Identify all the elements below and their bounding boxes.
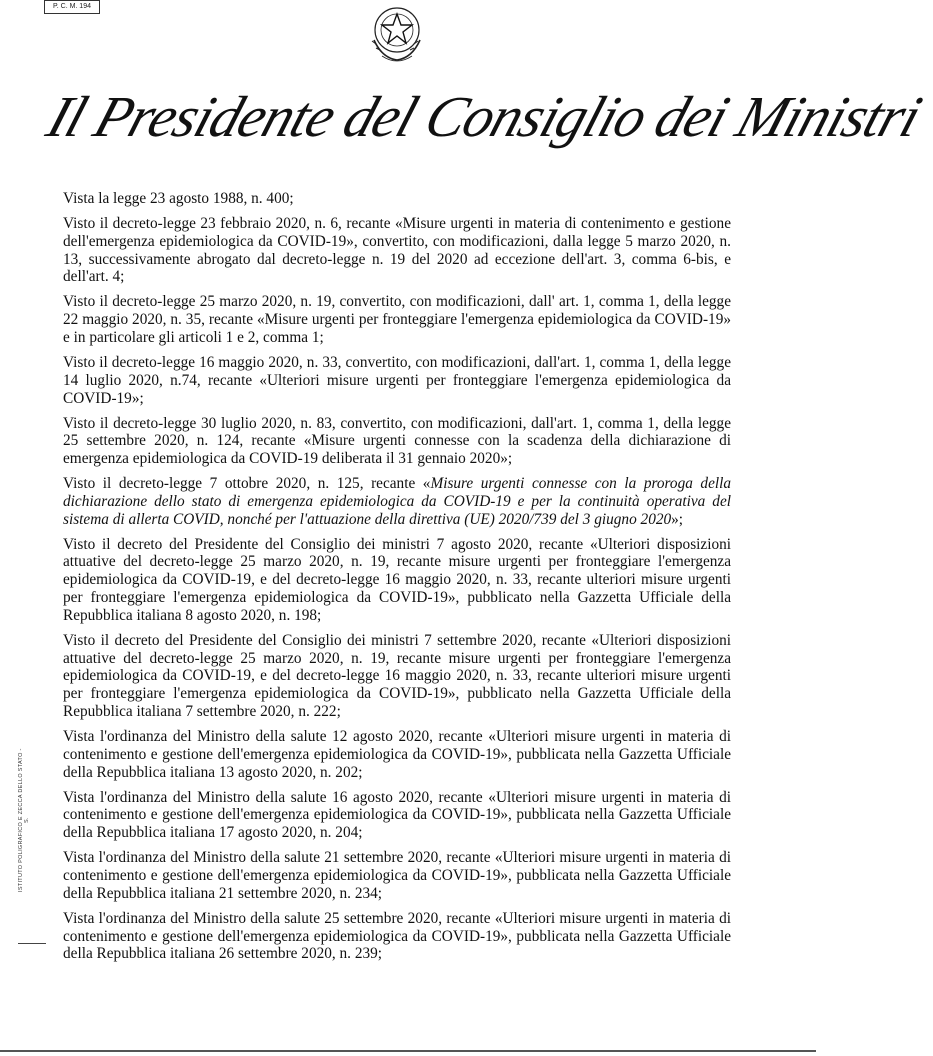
paragraph-4: Visto il decreto-legge 16 maggio 2020, n. 33, convertito, con modificazioni, dall'art. 1, comma 1, della legge 14 luglio 2020, n.74, recante «Ulteriori misure urgenti per fronteggiare l'emergenza epidemiologica da COVID-19»;: [63, 353, 731, 407]
paragraph-3: Visto il decreto-legge 25 marzo 2020, n. 19, convertito, con modificazioni, dall' art. 1, comma 1, della legge 22 maggio 2020, n. 35, recante «Misure urgenti per fronteggiare l'emergenza epidemiologica da COVID-19» e in particolare gli articoli 1 e 2, comma 1;: [63, 293, 731, 346]
paragraph-7: Visto il decreto del Presidente del Consiglio dei ministri 7 agosto 2020, recante «Ulteriori disposizioni attuative del decreto-legge 25 marzo 2020, n. 19, recante misure urgenti per fronteggiare l'emergenza epidemiologica da COVID-19, e del decreto-legge 16 maggio 2020, n. 33, recante ulteriori misure urgenti per fronteggiare l'emergenza epidemiologica da COVID-19», pubblicato nella Gazzetta Ufficiale della Repubblica italiana 8 agosto 2020, n. 198;: [63, 535, 731, 624]
paragraph-11: Vista l'ordinanza del Ministro della salute 21 settembre 2020, recante «Ulteriori misure urgenti in materia di contenimento e gestione dell'emergenza epidemiologica da COVID-19», pubblicata nella Gazzetta Ufficiale della Repubblica italiana 21 settembre 2020, n. 234;: [63, 849, 731, 902]
document-heading: Il Presidente del Consiglio dei Ministri: [39, 84, 929, 149]
printer-side-note: ISTITUTO POLIGRAFICO E ZECCA DELLO STATO - S.: [18, 748, 30, 892]
paragraph-6: [63, 475, 731, 528]
paragraph-2: Visto il decreto-legge 23 febbraio 2020, n. 6, recante «Misure urgenti in materia di contenimento e gestione dell'emergenza epidemiologica da COVID-19», convertito, con modificazioni, dalla legge 5 marzo 2020, n. 13, successivamente abrogato dal decreto-legge n. 19 del 2020 ad eccezione dell'art. 3, comma 6-bis, e dell'art. 4;: [63, 214, 731, 286]
bottom-rule: [0, 1050, 816, 1052]
paragraph-10: Vista l'ordinanza del Ministro della salute 16 agosto 2020, recante «Ulteriori misure urgenti in materia di contenimento e gestione dell'emergenza epidemiologica da COVID-19», pubblicata nella Gazzetta Ufficiale della Repubblica italiana 17 agosto 2020, n. 204;: [63, 788, 731, 842]
paragraph-6-suffix: »;: [671, 510, 684, 528]
paragraph-1: Vista la legge 23 agosto 1988, n. 400;: [63, 190, 294, 207]
paragraph-8: Visto il decreto del Presidente del Consiglio dei ministri 7 settembre 2020, recante «Ulteriori disposizioni attuative del decreto-legge 25 marzo 2020, n. 19, recante misure urgenti per fronteggiare l'emergenza epidemiologica da COVID-19, e del decreto-legge 16 maggio 2020, n. 33, recante ulteriori misure urgenti per fronteggiare l'emergenza epidemiologica da COVID-19», pubblicato nella Gazzetta Ufficiale della Repubblica italiana 7 settembre 2020, n. 222;: [63, 631, 731, 721]
paragraph-12: Vista l'ordinanza del Ministro della salute 25 settembre 2020, recante «Ulteriori misure urgenti in materia di contenimento e gestione dell'emergenza epidemiologica da COVID-19», pubblicata nella Gazzetta Ufficiale della Repubblica italiana 26 settembre 2020, n. 239;: [63, 909, 731, 963]
margin-mark: [18, 943, 46, 944]
paragraph-5: Visto il decreto-legge 30 luglio 2020, n. 83, convertito, con modificazioni, dall'art. 1, comma 1, della legge 25 settembre 2020, n. 124, recante «Misure urgenti connesse con la scadenza della dichiarazione di emergenza epidemiologica da COVID-19 deliberata il 31 gennaio 2020»;: [63, 414, 731, 468]
paragraph-6-prefix: Visto il decreto-legge 7 ottobre 2020, n. 125, recante «: [63, 475, 431, 493]
paragraph-6-italic: Misure urgenti connesse con la proroga della dichiarazione dello stato di emergenza epidemiologica da COVID-19 e per la continuità operativa del sistema di allerta COVID, nonché per l'attuazione della direttiva (UE) 2020/739 del 3 giugno 2020: [63, 475, 732, 528]
italian-republic-emblem-icon: [362, 0, 432, 68]
paragraph-9: Vista l'ordinanza del Ministro della salute 12 agosto 2020, recante «Ulteriori misure urgenti in materia di contenimento e gestione dell'emergenza epidemiologica da COVID-19», pubblicata nella Gazzetta Ufficiale della Repubblica italiana 13 agosto 2020, n. 202;: [63, 728, 731, 781]
document-body: [63, 190, 731, 970]
form-code-label: P. C. M. 194: [44, 0, 100, 14]
